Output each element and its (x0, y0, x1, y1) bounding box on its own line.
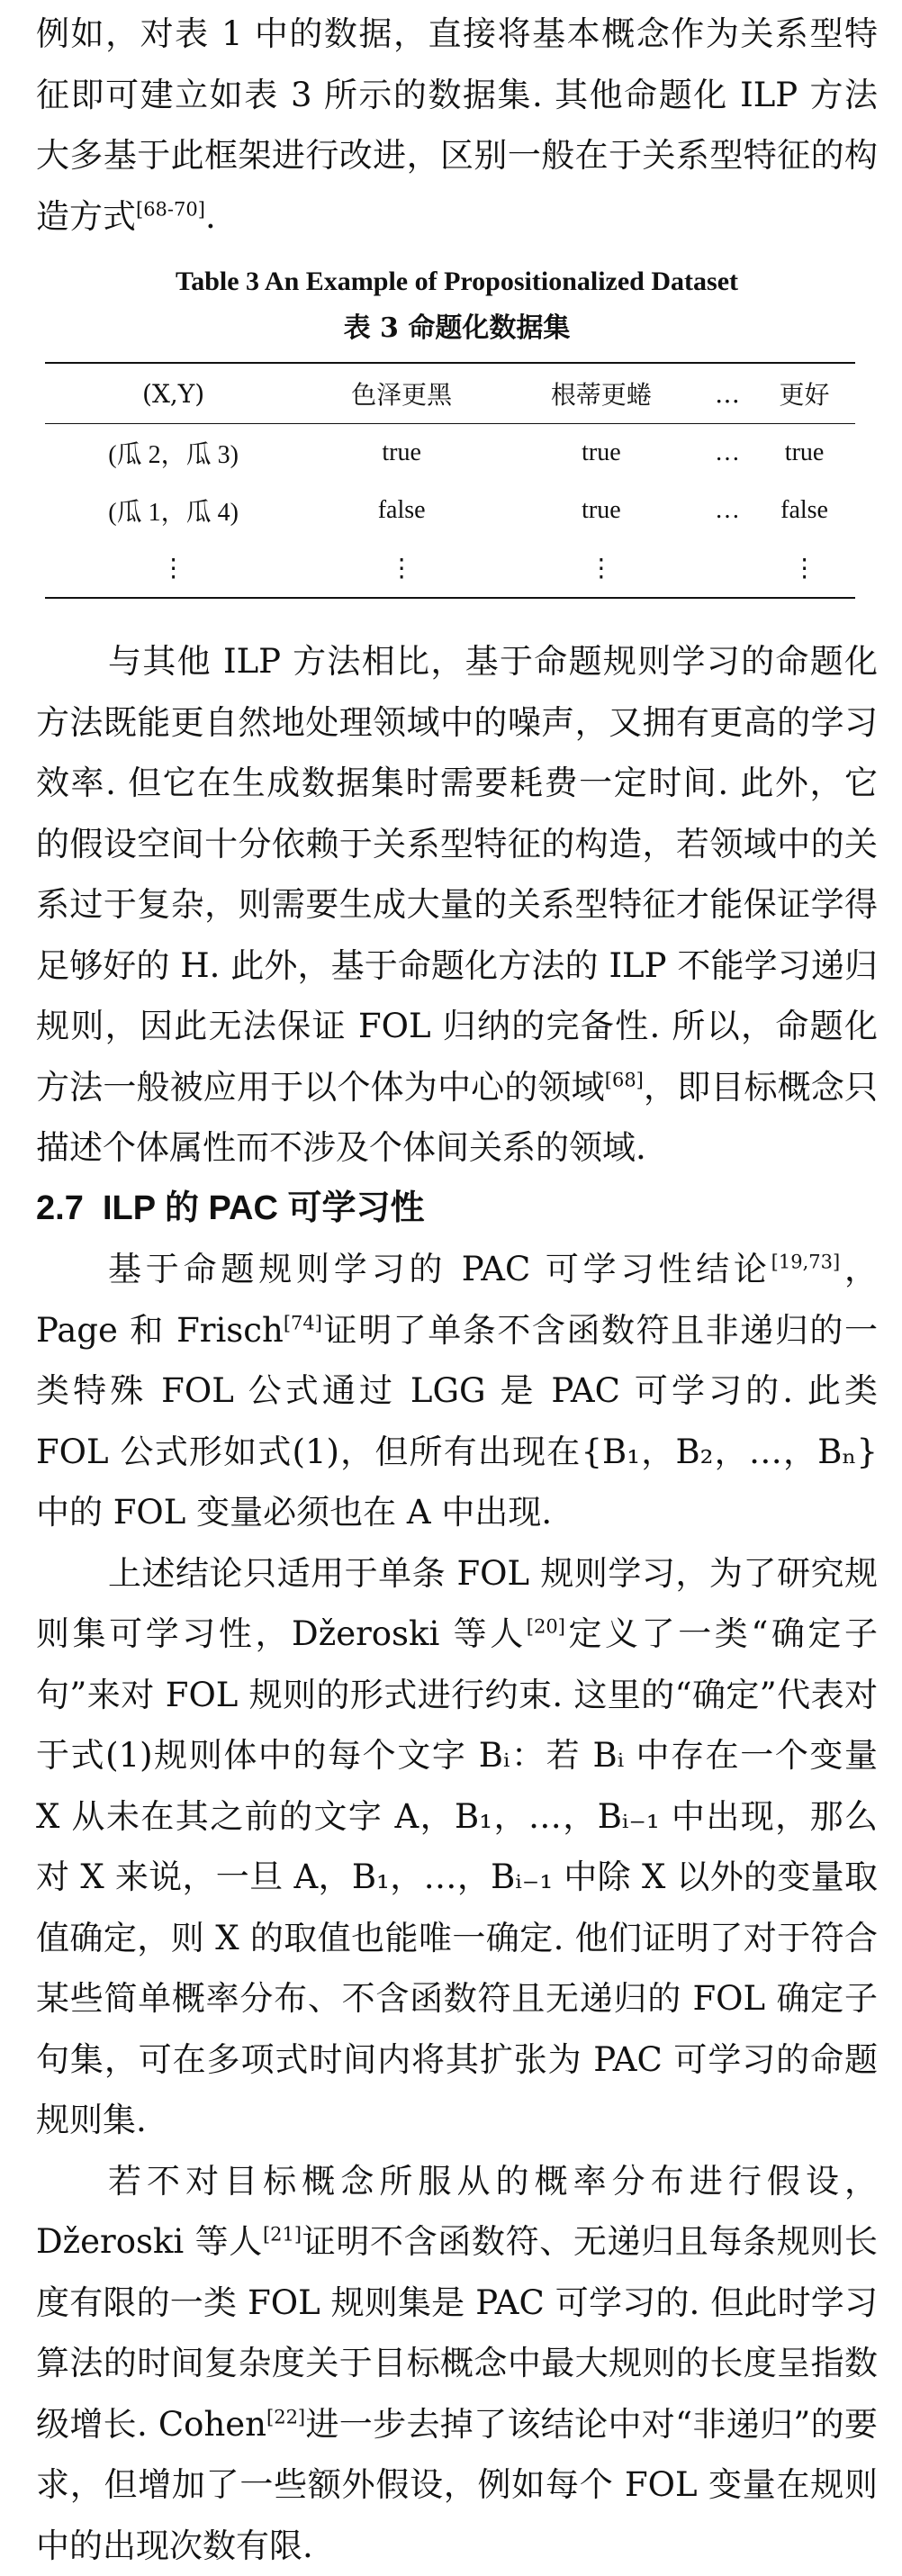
intro-paragraph (36, 4, 878, 247)
table-cell: ⋮ (501, 539, 701, 598)
intro-text: 例如，对表 1 中的数据，直接将基本概念作为关系型特征即可建立如表 3 所示的数据集. 其他命题化 ILP 方法大多基于此框架进行改进，区别一般在于关系型特征的构造方式 (36, 14, 878, 236)
body-paragraph (36, 1543, 878, 2151)
table-cell: (瓜 2，瓜 3) (45, 424, 302, 483)
paragraph-text: 上述结论只适用于单条 FOL 规则学习，为了研究规则集可学习性，Džeroski 等人 (36, 1554, 878, 1654)
table-row (45, 482, 855, 539)
table-cell: … (701, 482, 753, 539)
table-cell: ⋮ (45, 539, 302, 598)
section-number: 2.7 (36, 1189, 84, 1227)
citation: [68-70] (136, 198, 205, 220)
table-cell: (瓜 1，瓜 4) (45, 482, 302, 539)
table-cell: ⋮ (753, 539, 855, 598)
section-heading (36, 1179, 878, 1240)
table-cell: false (302, 482, 501, 539)
citation: [22] (266, 2406, 305, 2427)
table-cell: false (753, 482, 855, 539)
table-cell: ⋮ (302, 539, 501, 598)
paper-page (36, 0, 878, 2576)
section-title: ILP 的 PAC 可学习性 (103, 1189, 425, 1227)
table-header-cell: 根蒂更蜷 (501, 363, 701, 424)
table-cell: true (302, 424, 501, 483)
paragraph-text: 与其他 ILP 方法相比，基于命题规则学习的命题化方法既能更自然地处理领域中的噪声，又拥有更高的学习效率. 但它在生成数据集时需要耗费一定时间. 此外，它的假设空间十分依赖于关系型特征的构造，若领域中的关系过于复杂，则需要生成大量的关系型特征才能保证学得足够好的 H. 此外，基于命题化方法的 ILP 不能学习递归规则，因此无法保证 FOL 归纳的完备性. 所以，命题化方法一般被应用于以个体为中心的领域 (36, 642, 878, 1107)
paragraph-text: 证明了单条不含函数符且非递归的一类特殊 FOL 公式通过 LGG 是 PAC 可学习的. 此类 FOL 公式形如式(1)，但所有出现在{B₁，B₂，…，Bₙ}中的 FOL 变量必须也在 A 中出现. (36, 1311, 878, 1532)
paragraph-text: ，Page 和 Frisch (36, 1250, 878, 1350)
table-header-row (45, 363, 855, 424)
table-cell: true (753, 424, 855, 483)
table-cell: true (501, 424, 701, 483)
citation: [20] (527, 1616, 565, 1638)
table-header-cell: … (701, 363, 753, 424)
citation: [68] (605, 1069, 644, 1090)
propositionalized-dataset-table (45, 362, 855, 599)
table-row (45, 539, 855, 598)
citation: [74] (284, 1312, 322, 1333)
body-paragraph (36, 631, 878, 1179)
paragraph-text: 基于命题规则学习的 PAC 可学习性结论 (108, 1250, 771, 1288)
table-cell: true (501, 482, 701, 539)
paragraph-text: 若不对目标概念所服从的概率分布进行假设，Džeroski 等人 (36, 2162, 878, 2262)
table-header-cell: 更好 (753, 363, 855, 424)
body-paragraph (36, 1239, 878, 1543)
table-header-cell: 色泽更黑 (302, 363, 501, 424)
table-header-cell: (X,Y) (45, 363, 302, 424)
table-caption-chinese: 表 3 命题化数据集 (36, 303, 878, 355)
paragraph-text: ，即目标概念只描述个体属性而不涉及个体间关系的领域. (36, 1068, 878, 1168)
citation: [21] (263, 2224, 302, 2246)
paragraph-text: 定义了一类“确定子句”来对 FOL 规则的形式进行约束. 这里的“确定”代表对于式(1)规则体中的每个文字 Bᵢ：若 Bᵢ 中存在一个变量 X 从未在其之前的文字 A，B₁，…，Bᵢ₋₁ 中出现，那么对 X 来说，一旦 A，B₁，…，Bᵢ₋₁ 中除 X 以外的变量取值确定，则 X 的取值也能唯一确定. 他们证明了对于符合某些简单概率分布、不含函数符且无递归的 FOL 确定子句集，可在多项式时间内将其扩张为 PAC 可学习的命题规则集. (36, 1614, 878, 2139)
citation: [19,73] (771, 1252, 841, 1273)
paragraph-text: 证明不含函数符、无递归且每条规则长度有限的一类 FOL 规则集是 PAC 可学习的. 但此时学习算法的时间复杂度关于目标概念中最大规则的长度呈指数级增长. Cohen (36, 2222, 878, 2444)
table-cell: … (701, 424, 753, 483)
body-paragraph (36, 2151, 878, 2576)
paragraph-text: 进一步去掉了该结论中对“非递归”的要求，但增加了一些额外假设，例如每个 FOL 变量在规则中的出现次数有限. (36, 2405, 878, 2565)
table-row (45, 424, 855, 483)
table-cell (701, 539, 753, 598)
table-caption-english: Table 3 An Example of Propositionalized Dataset (36, 263, 878, 301)
intro-end: . (205, 197, 216, 236)
